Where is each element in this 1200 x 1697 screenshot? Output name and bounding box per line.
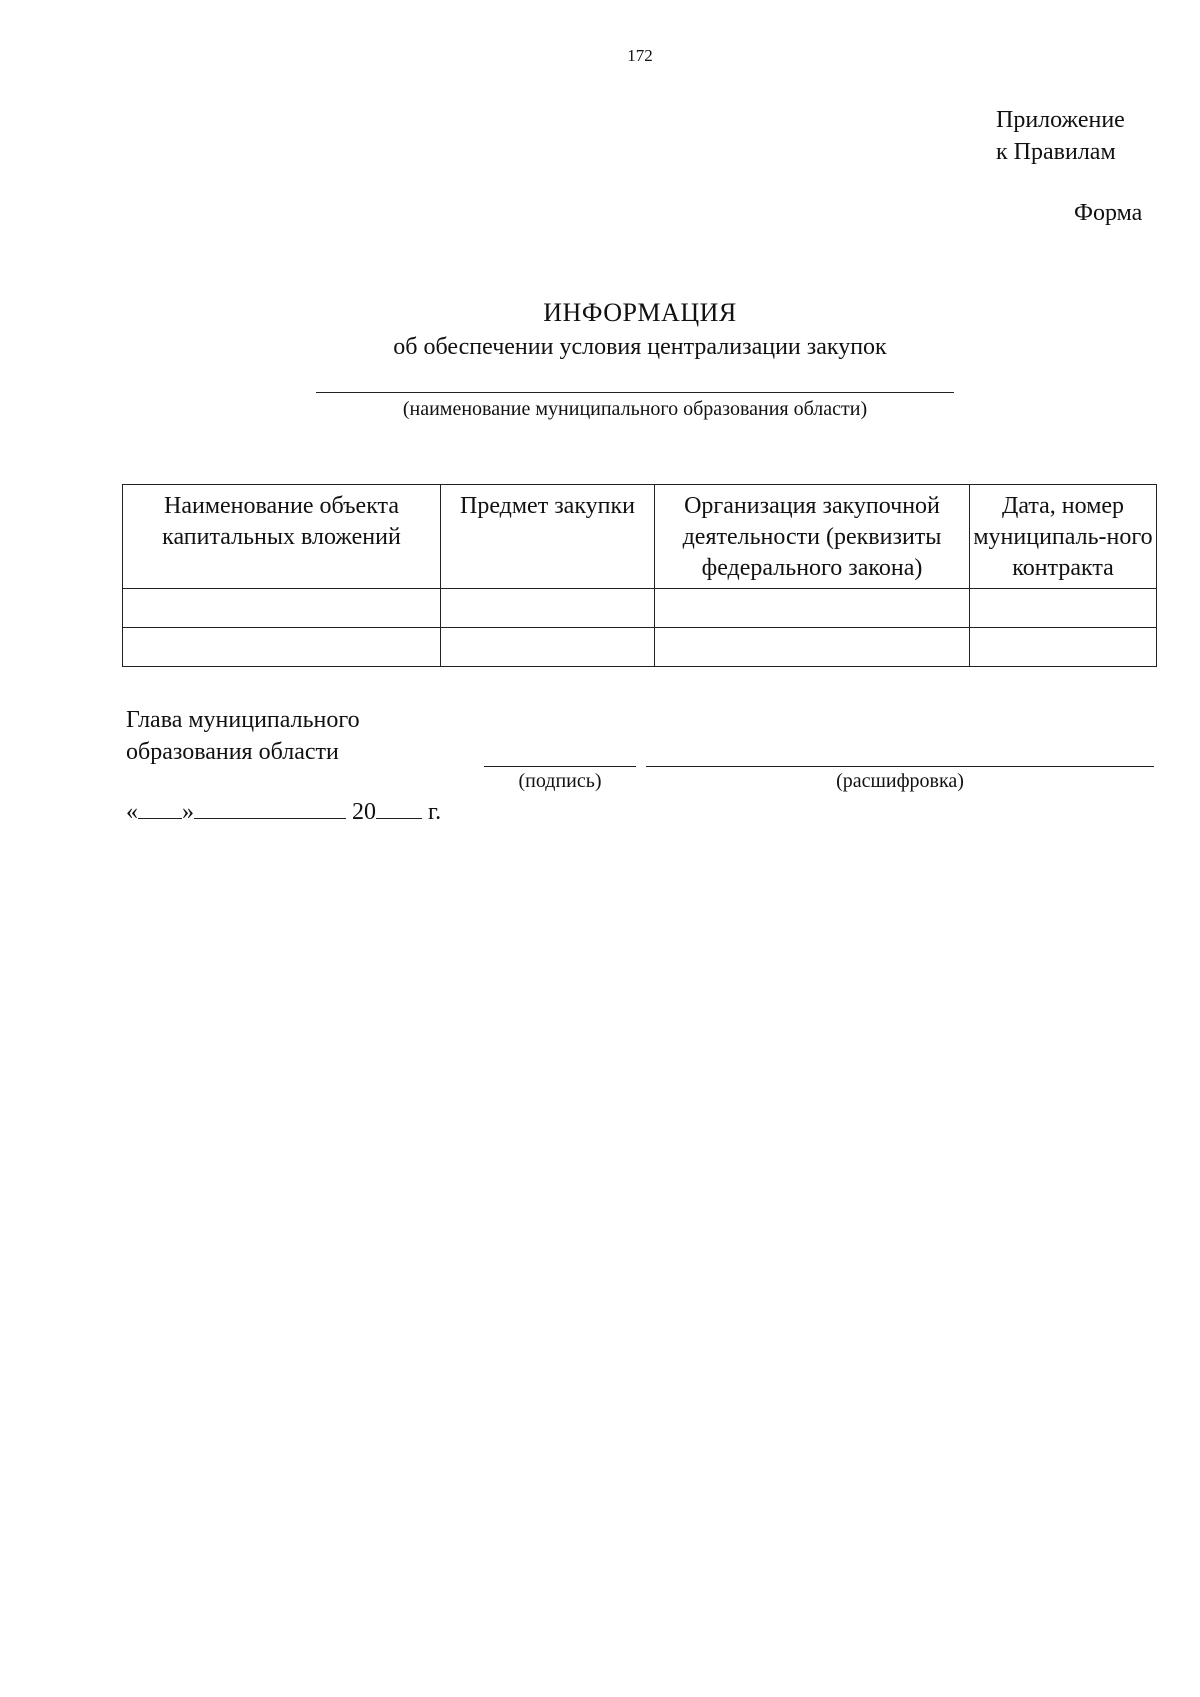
- appendix-reference: [996, 104, 1125, 168]
- document-title: ИНФОРМАЦИЯ: [543, 298, 737, 327]
- decoding-line[interactable]: [646, 766, 1154, 767]
- signature-line[interactable]: [484, 766, 636, 767]
- date-suffix: г.: [428, 799, 442, 825]
- date-month-blank[interactable]: [194, 798, 346, 819]
- table-row: [123, 589, 1157, 628]
- date-day-blank[interactable]: [138, 798, 182, 819]
- header-object-name: Наименование объекта капитальных вложений: [123, 485, 441, 589]
- table-cell[interactable]: [123, 589, 441, 628]
- date-century: 20: [352, 799, 376, 825]
- page-number: 172: [627, 46, 653, 65]
- table-cell[interactable]: [441, 628, 655, 667]
- info-table: [122, 484, 1157, 667]
- form-label: Форма: [1074, 200, 1143, 226]
- table-cell[interactable]: [655, 628, 970, 667]
- header-contract-date-number: Дата, номер муниципаль-ного контракта: [970, 485, 1157, 589]
- appendix-line-2: к Правилам: [996, 139, 1116, 165]
- municipality-name-caption: (наименование муниципального образования области): [402, 398, 868, 420]
- date-year-blank[interactable]: [376, 798, 422, 819]
- decoding-caption: (расшифровка): [836, 770, 964, 792]
- table-row: [123, 628, 1157, 667]
- signer-line-1: Глава муниципального: [126, 707, 360, 733]
- table-cell[interactable]: [441, 589, 655, 628]
- municipality-name-line[interactable]: [316, 392, 954, 393]
- signature-caption: (подпись): [518, 770, 602, 792]
- table-cell[interactable]: [123, 628, 441, 667]
- header-procurement-subject: Предмет закупки: [441, 485, 655, 589]
- document-subtitle: об обеспечении условия централизации закупок: [393, 334, 887, 360]
- table-header-row: [123, 485, 1157, 589]
- date-field: [126, 798, 441, 826]
- table-cell[interactable]: [655, 589, 970, 628]
- date-close-quote: »: [182, 799, 194, 825]
- table-cell[interactable]: [970, 628, 1157, 667]
- signer-title: [126, 704, 360, 768]
- appendix-line-1: Приложение: [996, 107, 1125, 133]
- header-procurement-organization: Организация закупочной деятельности (реквизиты федерального закона): [655, 485, 970, 589]
- date-open-quote: «: [126, 799, 138, 825]
- signer-line-2: образования области: [126, 739, 339, 765]
- table-cell[interactable]: [970, 589, 1157, 628]
